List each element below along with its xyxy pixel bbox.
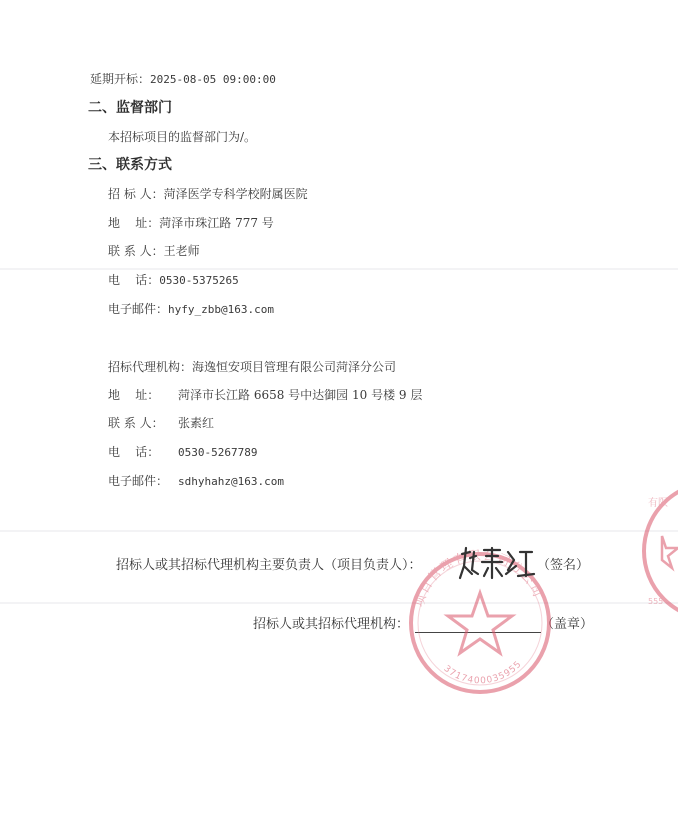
seal-line-suffix: （盖章） [541, 617, 594, 632]
tenderer-name-label: 招 标 人： [108, 187, 164, 201]
scan-band [0, 268, 678, 270]
agency-name: 海逸恒安项目管理有限公司菏泽分公司 [192, 360, 397, 374]
deferred-opening-label: 延期开标： [90, 72, 151, 86]
tenderer-email-row [108, 302, 274, 317]
agency-email[interactable]: sdhyhahz@163.com [178, 475, 284, 488]
agency-address: 菏泽市长江路 6658 号中达御园 10 号楼 9 层 [178, 388, 423, 402]
tenderer-name: 菏泽医学专科学校附属医院 [163, 187, 308, 201]
signature-line-suffix: （签名） [537, 558, 590, 573]
tenderer-contact-label: 联 系 人： [108, 244, 164, 258]
agency-email-label: 电子邮件： [108, 474, 169, 488]
agency-phone: 0530-5267789 [178, 446, 258, 459]
seal-line-label: 招标人或其招标代理机构： [253, 617, 410, 632]
agency-address-row [108, 388, 422, 402]
scan-band [0, 602, 678, 604]
tenderer-address-row [108, 216, 274, 230]
tenderer-email[interactable]: hyfy_zbb@163.com [168, 303, 274, 316]
section-heading-contact: 三、联系方式 [88, 157, 172, 173]
tenderer-address-label: 地 址： [108, 216, 160, 230]
agency-name-row [108, 360, 396, 374]
svg-text:3717400035955: 3717400035955 [441, 659, 525, 687]
tenderer-address: 菏泽市珠江路 777 号 [159, 216, 274, 230]
handwritten-signature [456, 544, 536, 584]
scan-band [0, 530, 678, 532]
paging-seal-stamp [640, 476, 678, 626]
tenderer-contact-row [108, 244, 200, 258]
agency-contact-label: 联 系 人： [108, 416, 164, 430]
agency-name-label: 招标代理机构： [108, 360, 193, 374]
agency-contact-row [108, 416, 214, 430]
supervision-body: 本招标项目的监督部门为/。 [108, 130, 257, 144]
tenderer-contact: 王老师 [163, 244, 200, 258]
section-heading-supervision: 二、监督部门 [88, 100, 172, 116]
svg-text:555: 555 [648, 597, 664, 606]
tenderer-email-label: 电子邮件： [108, 302, 169, 316]
tenderer-phone: 0530-5375265 [159, 274, 239, 287]
agency-phone-label: 电 话： [108, 445, 160, 459]
agency-email-row [108, 474, 284, 489]
agency-address-label: 地 址： [108, 388, 160, 402]
svg-text:有限: 有限 [648, 498, 668, 509]
tenderer-name-row [108, 187, 308, 201]
tenderer-phone-label: 电 话： [108, 273, 160, 287]
tenderer-phone-row [108, 273, 239, 288]
agency-phone-row [108, 445, 257, 460]
signature-line-label: 招标人或其招标代理机构主要负责人（项目负责人）： [116, 558, 422, 573]
deferred-opening-line [90, 72, 276, 87]
svg-text:项目管理有限公司分公司: 项目管理有限公司分公司 [411, 548, 546, 609]
deferred-opening-value: 2025-08-05 09:00:00 [150, 73, 276, 86]
agency-contact: 张素红 [178, 416, 215, 430]
